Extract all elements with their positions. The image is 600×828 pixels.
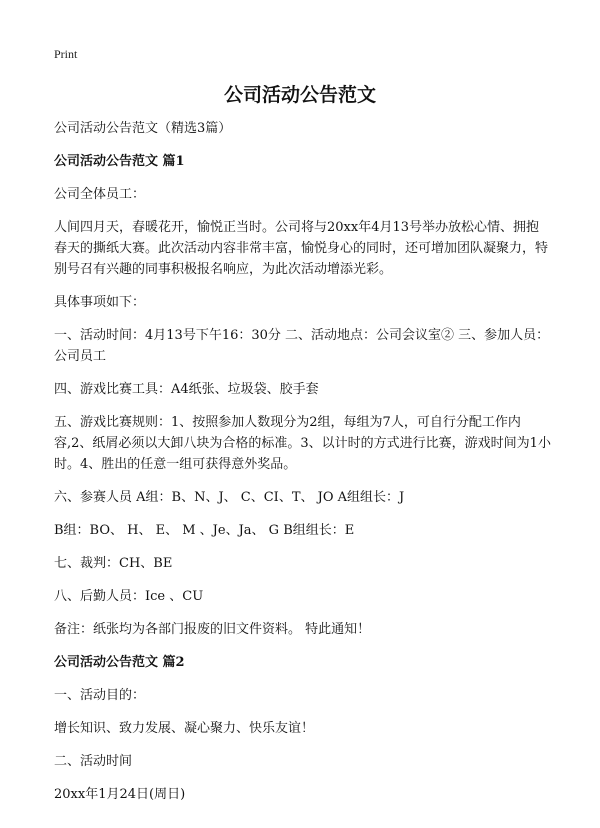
logistics-paragraph: 八、后勤人员：Ice 、CU [54,589,204,604]
note-paragraph: 备注：纸张均为各部门报废的旧文件资料。 特此通知！ [54,622,371,637]
time-label: 二、活动时间 [54,754,133,769]
rules-paragraph: 五、游戏比赛规则：1、按照参加人数现分为2组，每组为7人，可自行分配工作内容,2、纸屑必须以大卸八块为合格的标准。3、以计时的方式进行比赛，游戏时间为1小时。4、胜出的任意一组可获得意外奖品。 [54,415,551,472]
greeting-paragraph: 公司全体员工： [54,187,146,202]
section-2-heading: 公司活动公告范文 篇2 [54,655,185,670]
time-location-paragraph: 一、活动时间：4月13号下午16：30分 二、活动地点：公司会议室② 三、参加人员：公司员工 [54,328,550,364]
article-body [54,118,552,817]
purpose-paragraph: 增长知识、致力发展、凝心聚力、快乐友谊！ [54,721,315,736]
section-1-heading: 公司活动公告范文 篇1 [54,154,185,169]
page-title: 公司活动公告范文 [223,84,376,106]
group-b-paragraph: B组：BO、 H、 E、 M 、Je、Ja、 G B组组长：E [54,523,355,538]
purpose-label: 一、活动目的： [54,688,146,703]
tools-paragraph: 四、游戏比赛工具：A4纸张、垃圾袋、胶手套 [54,382,319,397]
referee-paragraph: 七、裁判：CH、BE [54,556,173,571]
group-a-paragraph: 六、参赛人员 A组：B、N、J、 C、CI、T、 JO A组组长：J [54,490,405,505]
date-paragraph: 20xx年1月24日(周日) [54,787,186,802]
article-subtitle: 公司活动公告范文（精选3篇） [54,121,232,136]
details-label: 具体事项如下： [54,295,146,310]
intro-paragraph: 人间四月天，春暖花开，愉悦正当时。公司将与20xx年4月13号举办放松心情、拥抱春天的撕纸大赛。此次活动内容非常丰富，愉悦身心的同时，还可增加团队凝聚力，特别号召有兴趣的同事积极报名响应，为此次活动增添光彩。 [54,220,549,277]
print-link[interactable]: Print [54,47,78,61]
